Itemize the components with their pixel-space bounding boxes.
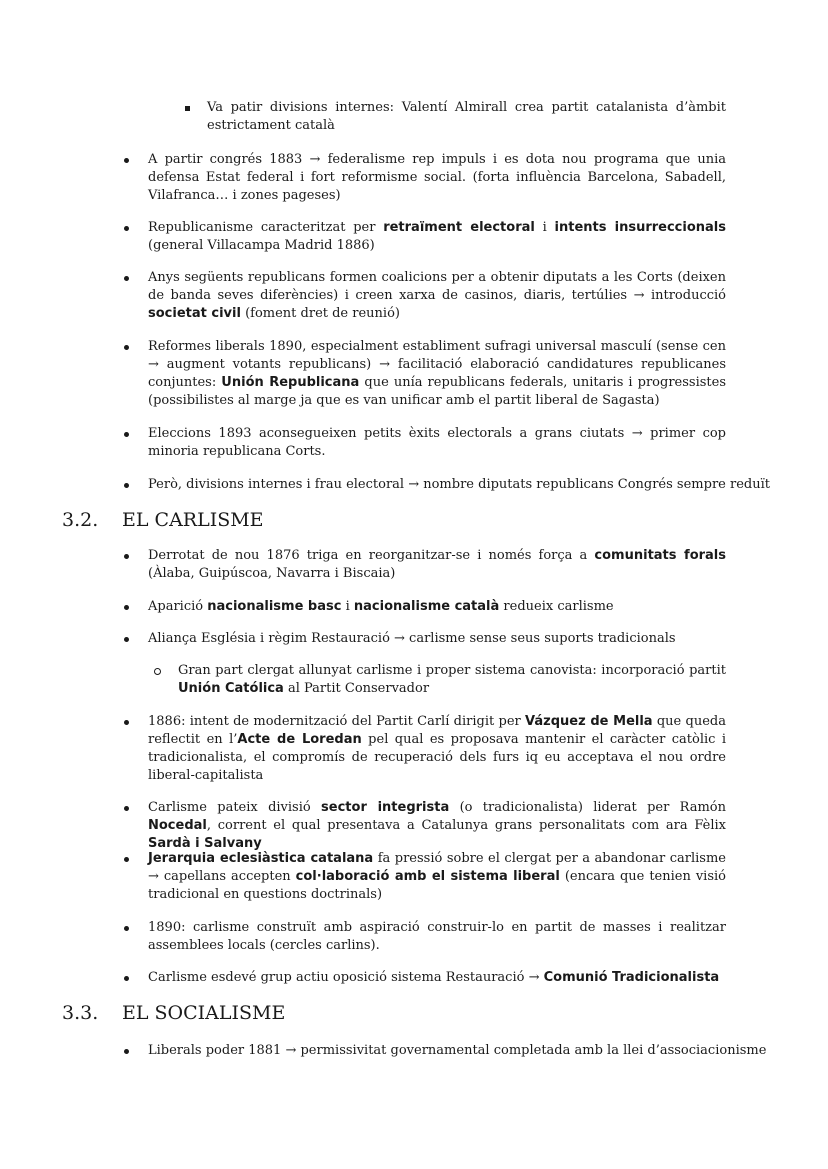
bold-term: Nocedal bbox=[148, 818, 207, 833]
circle-bullet-icon bbox=[154, 662, 161, 675]
text-run: que queda reflectit en l’ bbox=[148, 714, 726, 747]
disc-bullet-icon bbox=[124, 338, 129, 350]
text-run: A partir congrés 1883 → federalisme rep impuls i es dota nou programa que unia defensa Estat federal i fort reformisme social. (forta influència Barcelona, Sabadell, Vilafranca… i zones pageses) bbox=[148, 152, 726, 203]
disc-bullet-icon bbox=[124, 713, 129, 725]
text-run: que unía republicans federals, unitaris i progressistes (possibilistes al marge ja que es van unificar amb el partit liberal de Sagasta) bbox=[148, 375, 727, 408]
text-run: Aliança Església i règim Restauració → carlisme sense seus suports tradicionals bbox=[148, 631, 676, 646]
text-run: Liberals poder 1881 → permissivitat governamental completada amb la llei d’associacionisme bbox=[148, 1043, 767, 1058]
text-run: Derrotat de nou 1876 triga en reorganitzar-se i només força a bbox=[148, 548, 595, 563]
text-run: i bbox=[534, 220, 555, 235]
bullet-text bbox=[148, 1042, 767, 1060]
disc-bullet-icon bbox=[124, 219, 129, 231]
text-run: 1890: carlisme construït amb aspiració construir-lo en partit de masses i realitzar assemblees locals (cercles carlins). bbox=[148, 920, 726, 953]
bullet-text bbox=[148, 269, 726, 323]
section-number: 3.2. bbox=[62, 509, 99, 531]
disc-bullet-icon bbox=[124, 1042, 129, 1054]
text-run: (Àlaba, Guipúscoa, Navarra i Biscaia) bbox=[148, 566, 396, 581]
bold-term: retraïment electoral bbox=[383, 220, 535, 235]
bullet-text bbox=[178, 662, 726, 698]
bold-term: sector integrista bbox=[321, 800, 450, 815]
text-run: 1886: intent de modernització del Partit Carlí dirigit per bbox=[148, 714, 526, 729]
bold-term: Sardà i Salvany bbox=[148, 836, 262, 851]
disc-bullet-icon bbox=[124, 476, 129, 488]
disc-bullet-icon bbox=[124, 850, 129, 862]
square-bullet-icon bbox=[185, 99, 190, 111]
disc-bullet-icon bbox=[124, 919, 129, 931]
bullet-text bbox=[148, 151, 726, 205]
bold-term: Vázquez de Mella bbox=[525, 714, 653, 729]
disc-bullet-icon bbox=[124, 269, 129, 281]
disc-bullet-icon bbox=[124, 969, 129, 981]
section-title: EL CARLISME bbox=[122, 509, 264, 531]
bullet-text bbox=[148, 476, 770, 494]
section-title: EL SOCIALISME bbox=[122, 1002, 286, 1024]
text-run: fa pressió sobre el clergat per a abandonar carlisme → capellans accepten bbox=[148, 851, 726, 884]
bullet-text bbox=[148, 598, 726, 616]
text-run: , corrent el qual presentava a Catalunya grans personalitats com ara Fèlix bbox=[206, 818, 726, 833]
text-run: (general Villacampa Madrid 1886) bbox=[148, 238, 375, 253]
bold-term: Jerarquia eclesiàstica catalana bbox=[148, 851, 374, 866]
bold-term: Acte de Loredan bbox=[237, 732, 362, 747]
text-run: Reformes liberals 1890, especialment establiment sufragi universal masculí (sense cen → augment votants republicans) → facilitació elaboració candidatures republicanes conjuntes: bbox=[148, 339, 726, 390]
bold-term: Unión Católica bbox=[178, 681, 284, 696]
disc-bullet-icon bbox=[124, 799, 129, 811]
text-run: Gran part clergat allunyat carlisme i proper sistema canovista: incorporació partit bbox=[178, 663, 726, 678]
disc-bullet-icon bbox=[124, 598, 129, 610]
text-run: al Partit Conservador bbox=[283, 681, 430, 696]
text-run: Republicanisme caracteritzat per bbox=[148, 220, 384, 235]
text-run: Però, divisions internes i frau electoral → nombre diputats republicans Congrés sempre reduït bbox=[148, 477, 770, 492]
bold-term: nacionalisme basc bbox=[207, 599, 342, 614]
bold-term: nacionalisme català bbox=[353, 599, 500, 614]
section-number: 3.3. bbox=[62, 1002, 99, 1024]
text-run: Anys següents republicans formen coalicions per a obtenir diputats a les Corts (deixen de banda seves diferències) i creen xarxa de casinos, diaris, tertúlies → introducció bbox=[148, 270, 726, 303]
bold-term: societat civil bbox=[148, 306, 241, 321]
bullet-text bbox=[148, 799, 726, 853]
text-run: Carlisme pateix divisió bbox=[148, 800, 322, 815]
text-run: (foment dret de reunió) bbox=[240, 306, 400, 321]
disc-bullet-icon bbox=[124, 547, 129, 559]
text-run: Carlisme esdevé grup actiu oposició sistema Restauració → bbox=[148, 970, 544, 985]
bullet-text bbox=[148, 338, 726, 410]
disc-bullet-icon bbox=[124, 630, 129, 642]
text-run: (encara que tenien visió tradicional en questions doctrinals) bbox=[148, 869, 726, 902]
bold-term: Unión Republicana bbox=[221, 375, 360, 390]
bullet-text bbox=[148, 919, 726, 955]
bullet-text bbox=[148, 969, 726, 987]
text-run: Aparició bbox=[148, 599, 208, 614]
bullet-text bbox=[148, 425, 726, 461]
disc-bullet-icon bbox=[124, 151, 129, 163]
text-run: redueix carlisme bbox=[499, 599, 614, 614]
bullet-text bbox=[148, 850, 726, 904]
section-heading bbox=[62, 1002, 662, 1024]
bold-term: Comunió Tradicionalista bbox=[543, 970, 720, 985]
bold-term: comunitats forals bbox=[594, 548, 726, 563]
disc-bullet-icon bbox=[124, 425, 129, 437]
bullet-text bbox=[148, 713, 726, 785]
bullet-text bbox=[148, 219, 726, 255]
section-heading bbox=[62, 509, 662, 531]
text-run: Eleccions 1893 aconsegueixen petits èxits electorals a grans ciutats → primer cop minoria republicana Corts. bbox=[148, 426, 726, 459]
bullet-text bbox=[148, 547, 726, 583]
bullet-text bbox=[148, 630, 726, 648]
text-run: Va patir divisions internes: Valentí Almirall crea partit catalanista d’àmbit estrictament català bbox=[207, 100, 726, 133]
text-run: pel qual es proposava mantenir el caràcter catòlic i tradicionalista, el compromís de recuperació dels furs iq eu acceptava el nou ordre liberal-capitalista bbox=[148, 732, 727, 783]
bold-term: intents insurreccionals bbox=[554, 220, 726, 235]
text-run: (o tradicionalista) liderat per Ramón bbox=[449, 800, 727, 815]
bullet-text bbox=[207, 99, 726, 135]
bold-term: col·laboració amb el sistema liberal bbox=[295, 869, 560, 884]
text-run: i bbox=[341, 599, 354, 614]
